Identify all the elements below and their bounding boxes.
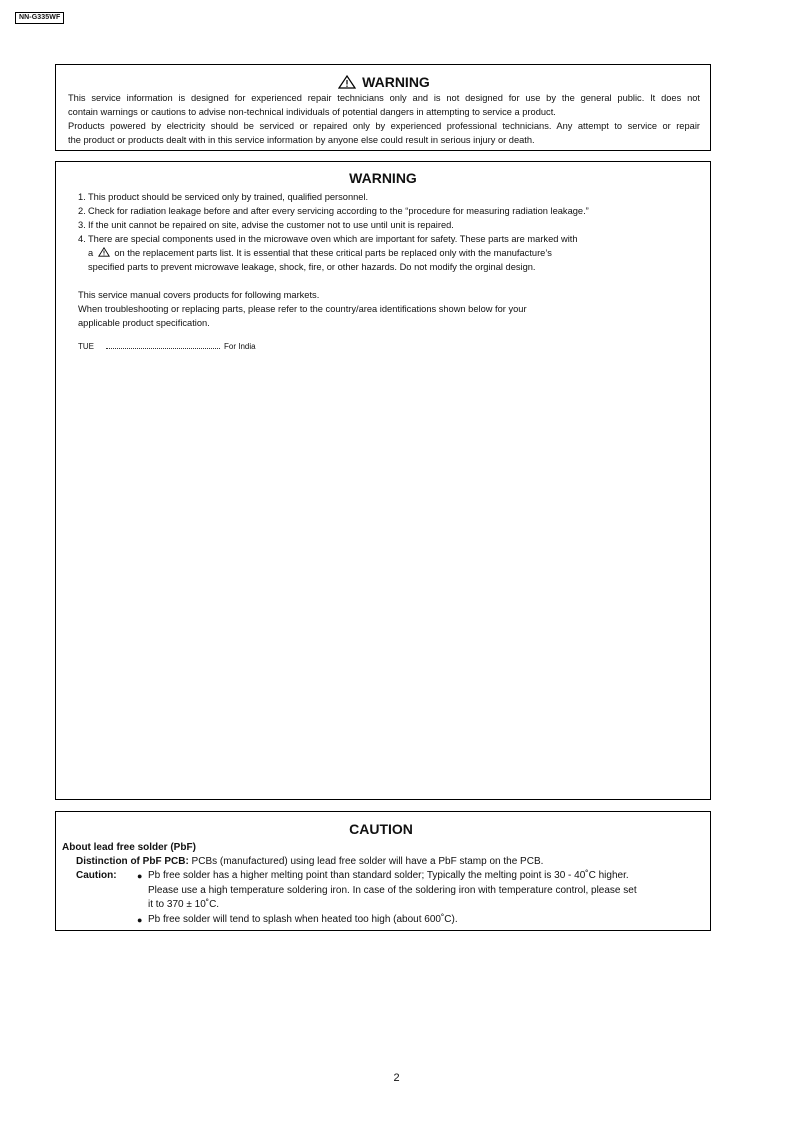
caution-heading: About lead free solder (PbF) (62, 842, 196, 853)
safety-triangle-icon (98, 247, 110, 257)
markets-section (78, 288, 700, 330)
list-text: There are special components used in the microwave oven which are important for safety. These parts are marked with (88, 234, 578, 244)
warning-title (68, 74, 700, 90)
list-item-continuation (78, 246, 700, 260)
list-item (78, 218, 700, 232)
bullet-icon: ● (137, 914, 143, 925)
warning-line: Products powered by electricity should be serviced or repaired only by experienced professional technicians. Any attempt to service or repair (68, 121, 700, 131)
continuation-text: on the replacement parts list. It is essential that these critical parts be replaced only with the manufacture’s (114, 248, 552, 258)
warning-line: the product or products dealt with in this service information by anyone else could result in serious injury or death. (68, 135, 535, 145)
warning-line: contain warnings or cautions to advise non-technical individuals of potential dangers in attempting to service a product. (68, 107, 556, 117)
warning-line: This service information is designed for experienced repair technicians only and is not designed for use by the general public. It does not (68, 93, 700, 103)
markets-line: This service manual covers products for following markets. (78, 290, 320, 300)
caution-label: Caution: (76, 870, 117, 881)
warning-triangle-icon (338, 75, 356, 89)
bullet-text: it to 370 ± 10˚C. (148, 899, 220, 910)
caution-title-text: CAUTION (349, 821, 413, 837)
markets-line: applicable product specification. (78, 318, 210, 328)
bullet-text: Pb free solder has a higher melting point than standard solder; Typically the melting point is 30 - 40˚C higher. (148, 870, 629, 881)
dotted-leader (106, 340, 220, 349)
caution-bullet-row (62, 913, 700, 928)
distinction-label: Distinction of PbF PCB: (76, 856, 189, 867)
distinction-text: PCBs (manufactured) using lead free solder will have a PbF stamp on the PCB. (188, 856, 544, 867)
warning-title-text: WARNING (362, 74, 430, 90)
list-number: 1. (78, 192, 86, 202)
list-number: 3. (78, 220, 86, 230)
caution-bullet-continuation (62, 898, 700, 913)
service-warning-title (78, 170, 700, 186)
warning-list (78, 190, 700, 246)
general-warning-box (55, 64, 711, 151)
caution-bullet-continuation (62, 884, 700, 899)
list-text: This product should be serviced only by trained, qualified personnel. (88, 192, 369, 202)
bullet-text: Pb free solder will tend to splash when heated too high (about 600˚C). (148, 913, 458, 925)
bullet-text: Please use a high temperature soldering iron. In case of the soldering iron with temperature control, please set (148, 884, 637, 896)
list-item (78, 232, 700, 246)
bullet-icon: ● (137, 871, 143, 881)
list-text: If the unit cannot be repaired on site, advise the customer not to use until unit is repaired. (88, 220, 454, 230)
caution-box (55, 811, 711, 931)
caution-bullet-row (62, 869, 700, 884)
markets-line: When troubleshooting or replacing parts, please refer to the country/area identifications shown below for your (78, 304, 527, 314)
market-description: For India (224, 342, 256, 351)
list-number: 4. (78, 234, 86, 244)
distinction-line (62, 855, 700, 869)
list-item (78, 204, 700, 218)
list-item-continuation: specified parts to prevent microwave leakage, shock, fire, or other hazards. Do not modify the orginal design. (88, 262, 536, 272)
list-text: Check for radiation leakage before and after every servicing according to the “procedure for measuring radiation leakage.” (88, 206, 589, 216)
market-row (78, 340, 700, 353)
caution-title (62, 821, 700, 837)
continuation-text: a (88, 248, 94, 258)
list-item (78, 190, 700, 204)
market-code: TUE (78, 342, 94, 351)
page-number: 2 (393, 1072, 400, 1084)
model-number-tag: NN-G335WF (15, 12, 64, 24)
list-number: 2. (78, 206, 86, 216)
service-warning-box (55, 161, 711, 800)
service-warning-title-text: WARNING (349, 170, 417, 186)
